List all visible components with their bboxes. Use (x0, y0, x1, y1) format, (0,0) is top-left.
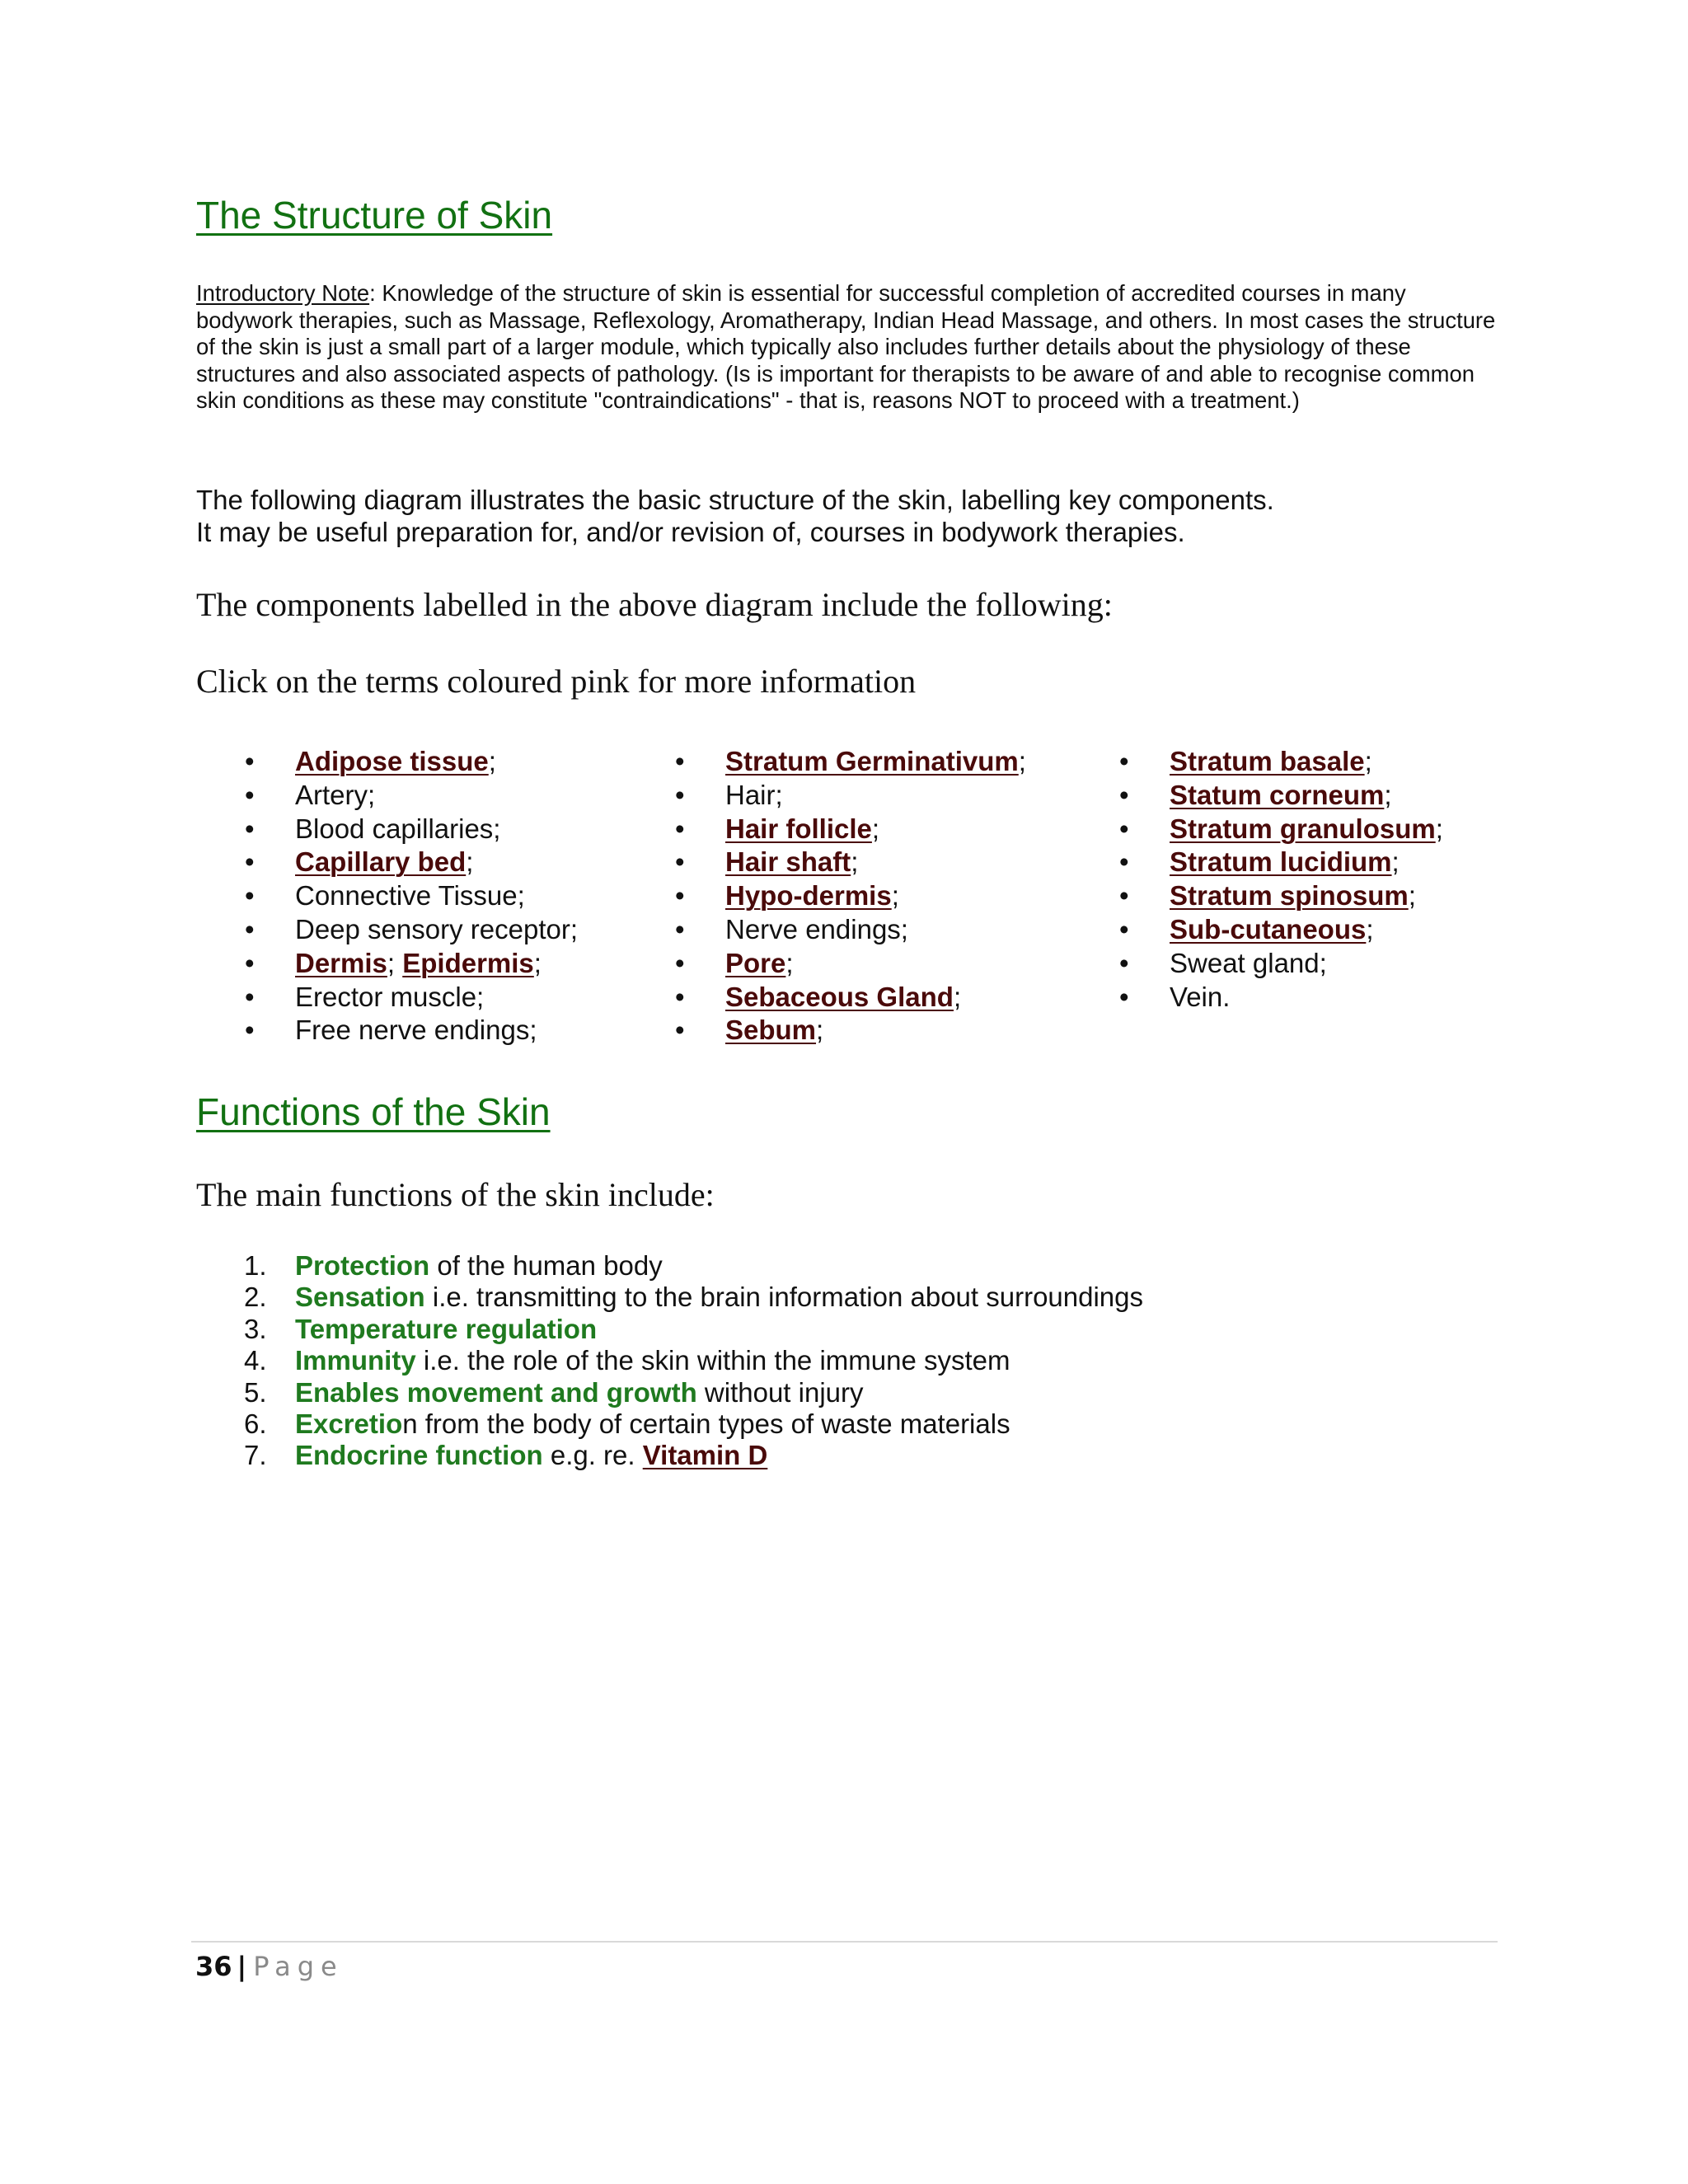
term-link[interactable]: Pore (725, 947, 786, 978)
function-item (244, 1250, 1143, 1282)
function-item (244, 1282, 1144, 1313)
introductory-note (196, 280, 1498, 415)
item-number: 7. (244, 1440, 267, 1471)
item-number: 5. (244, 1376, 267, 1408)
page-number: 36 (195, 1951, 232, 1982)
term-suffix: ; (488, 746, 496, 776)
list-item (245, 779, 578, 813)
list-item (1119, 879, 1443, 913)
function-description: without injury (696, 1376, 864, 1408)
term-suffix: ; (851, 846, 859, 878)
section-title-functions: Functions of the Skin (196, 1090, 551, 1133)
list-item (675, 879, 1026, 913)
bullet-glyph: • (1119, 947, 1129, 978)
component-label: Artery; (295, 779, 376, 810)
list-item (245, 813, 578, 846)
component-label: Deep sensory receptor; (295, 913, 579, 944)
term-suffix: ; (1408, 880, 1416, 912)
term-suffix: ; (953, 981, 962, 1012)
term-link[interactable]: Hair follicle (725, 813, 872, 844)
bullet-glyph: • (1119, 813, 1129, 844)
term-suffix: ; (466, 846, 474, 878)
term-link[interactable]: Sebum (725, 1015, 817, 1046)
list-item (245, 846, 578, 879)
term-suffix: ; (1366, 913, 1374, 944)
term-suffix: ; (1384, 779, 1392, 810)
intro-text: : Knowledge of the structure of skin is essential for successful completion of accredited courses in many bodywork therapies, such as Massage, Reflexology, Aromatherapy, Indian Head Massage, and others. In most cases the structure of the skin is just a small part of a larger module, which typically also includes further details about the physiology of these structures and also associated aspects of pathology. (Is is important for therapists to be aware of and able to recognise common skin conditions as these may constitute "contraindications" - that is, reasons NOT to proceed with a treatment.) (196, 280, 1496, 413)
bullet-glyph: • (675, 913, 685, 944)
term-link[interactable]: Stratum basale (1170, 746, 1365, 776)
list-item (245, 947, 578, 981)
list-item (1119, 779, 1443, 813)
component-label: Free nerve endings; (295, 1015, 537, 1046)
list-item (245, 745, 578, 779)
list-item (1119, 745, 1443, 779)
bullet-glyph: • (245, 1015, 255, 1046)
term-link[interactable]: Stratum Germinativum (725, 746, 1019, 776)
click-note: Click on the terms coloured pink for more information (196, 663, 917, 700)
component-label: Nerve endings; (725, 913, 908, 944)
list-item (245, 1014, 578, 1047)
footer-divider (191, 1941, 1498, 1943)
bullet-glyph: • (675, 779, 685, 810)
list-item (245, 913, 579, 947)
diagram-description-line-2: It may be useful preparation for, and/or revision of, courses in bodywork therapies. (196, 517, 1185, 547)
term-suffix: ; (1018, 746, 1026, 776)
list-item (1119, 947, 1443, 981)
intro-lead-label: Introductory Note (196, 280, 370, 306)
component-label: Connective Tissue; (295, 880, 525, 912)
term-suffix: ; (1435, 813, 1443, 844)
list-item (675, 846, 1026, 879)
function-description: n from the body of certain types of waste materials (402, 1408, 1010, 1439)
list-item (675, 745, 1026, 779)
bullet-glyph: • (675, 746, 685, 776)
diagram-description (196, 484, 1274, 548)
term-link[interactable]: Stratum granulosum (1170, 813, 1436, 844)
function-item (244, 1313, 1143, 1345)
components-column-3 (1119, 745, 1443, 1014)
component-label: Blood capillaries; (295, 813, 501, 844)
term-link[interactable]: Dermis (295, 947, 387, 978)
item-number: 2. (244, 1282, 267, 1313)
bullet-glyph: • (245, 913, 255, 944)
components-column-1 (245, 745, 579, 1047)
footer-separator: | (237, 1951, 247, 1982)
list-item (1119, 813, 1443, 846)
bullet-glyph: • (1119, 880, 1129, 912)
function-item (244, 1440, 1143, 1471)
function-item (244, 1345, 1143, 1376)
components-intro: The components labelled in the above diagram include the following: (196, 586, 1113, 623)
function-name: Enables movement and growth (295, 1376, 697, 1408)
bullet-glyph: • (245, 813, 255, 844)
function-name: Endocrine function (295, 1440, 543, 1471)
term-link[interactable]: Adipose tissue (295, 746, 489, 776)
component-label: Vein. (1170, 981, 1231, 1012)
list-item (245, 879, 578, 913)
term-link[interactable]: Hair shaft (725, 846, 851, 878)
list-item (675, 813, 1026, 846)
function-name: Temperature regulation (295, 1313, 598, 1344)
bullet-glyph: • (245, 981, 255, 1012)
term-suffix: ; (785, 947, 794, 978)
term-suffix: ; (816, 1015, 824, 1046)
function-description: e.g. re. (542, 1440, 643, 1471)
function-name: Sensation (295, 1282, 425, 1313)
term-link[interactable]: Stratum lucidium (1170, 846, 1392, 878)
component-label: Sweat gland; (1170, 947, 1327, 978)
bullet-glyph: • (675, 813, 685, 844)
function-item (244, 1408, 1143, 1440)
term-suffix: ; (533, 947, 542, 978)
bullet-glyph: • (1119, 746, 1129, 776)
term-suffix: ; (891, 880, 899, 912)
function-description: i.e. transmitting to the brain information about surroundings (424, 1282, 1144, 1313)
list-item (245, 981, 578, 1015)
bullet-glyph: • (245, 947, 255, 978)
list-item (675, 947, 1026, 981)
list-item (675, 779, 1026, 813)
components-column-2 (675, 745, 1026, 1047)
list-item (675, 913, 1026, 947)
list-item (675, 1014, 1026, 1047)
page-footer (195, 1950, 344, 1983)
function-name: Immunity (295, 1345, 416, 1376)
item-number: 1. (244, 1250, 267, 1281)
term-link[interactable]: Epidermis (402, 947, 534, 978)
component-label: Hair; (725, 779, 783, 810)
bullet-glyph: • (1119, 779, 1129, 810)
term-link[interactable]: Sub-cutaneous (1170, 913, 1367, 944)
bullet-glyph: • (675, 947, 685, 978)
function-item (244, 1376, 1143, 1408)
bullet-glyph: • (675, 1015, 685, 1046)
bullet-glyph: • (675, 846, 685, 878)
function-description: i.e. the role of the skin within the immune system (415, 1345, 1010, 1376)
component-label: Erector muscle; (295, 981, 485, 1012)
functions-list (244, 1250, 1144, 1472)
bullet-glyph: • (675, 981, 685, 1012)
function-name: Protection (295, 1250, 430, 1281)
list-item (1119, 846, 1443, 879)
term-suffix: ; (871, 813, 880, 844)
bullet-glyph: • (675, 880, 685, 912)
item-number: 6. (244, 1408, 267, 1439)
term-suffix: ; (1364, 746, 1372, 776)
list-item (675, 981, 1026, 1015)
section-title-structure: The Structure of Skin (196, 194, 553, 237)
term-link[interactable]: Capillary bed (295, 846, 467, 878)
bullet-glyph: • (1119, 846, 1129, 878)
item-number: 4. (244, 1345, 267, 1376)
page-label: Page (253, 1951, 344, 1982)
bullet-glyph: • (1119, 913, 1129, 944)
vitamin-d-link[interactable]: Vitamin D (642, 1440, 768, 1471)
diagram-description-line-1: The following diagram illustrates the basic structure of the skin, labelling key components. (196, 485, 1274, 515)
function-name: Excretio (295, 1408, 403, 1439)
term-suffix: ; (1391, 846, 1400, 878)
bullet-glyph: • (245, 746, 255, 776)
list-item (1119, 913, 1443, 947)
functions-intro: The main functions of the skin include: (196, 1176, 715, 1213)
item-number: 3. (244, 1313, 267, 1344)
term-link[interactable]: Stratum spinosum (1170, 880, 1409, 912)
term-link[interactable]: Sebaceous Gland (725, 981, 954, 1012)
term-link[interactable]: Hypo-dermis (725, 880, 892, 912)
term-link[interactable]: Statum corneum (1170, 779, 1385, 810)
function-description: of the human body (429, 1250, 663, 1281)
term-separator: ; (387, 947, 403, 978)
bullet-glyph: • (245, 779, 255, 810)
bullet-glyph: • (245, 880, 255, 912)
list-item (1119, 981, 1443, 1015)
bullet-glyph: • (245, 846, 255, 878)
bullet-glyph: • (1119, 981, 1129, 1012)
